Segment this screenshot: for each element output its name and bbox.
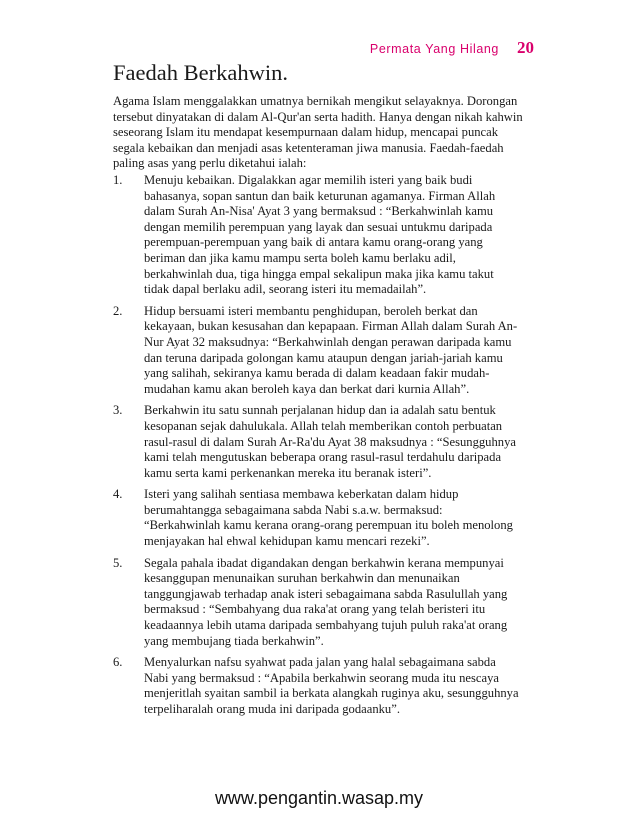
book-series-title: Permata Yang Hilang: [369, 42, 499, 56]
page-number: 20: [517, 38, 534, 57]
list-item-number: 5.: [113, 555, 123, 570]
benefits-list: [113, 173, 525, 724]
section-title: Faedah Berkahwin.: [113, 60, 288, 85]
list-item: [113, 655, 525, 717]
list-item: [113, 173, 525, 298]
page-header: [370, 38, 534, 58]
list-item-text: Menuju kebaikan. Digalakkan agar memilih isteri yang baik budi bahasanya, sopan santun dan baik keturunan agamanya. Firman Allah dalam Surah An-Nisa' Ayat 3 yang bermaksud : “Berkahwinlah kamu dengan memilih perempuan yang layak dan sesuai untukmu daripada perempuan-perempuan yang baik di antara kamu orang-orang yang beriman dan jika kamu mampu serta boleh kamu berlaku adil, berkahwinlah dua, tiga hingga empal sekalipun maka jika kamu takut tidak dapal berlaku adil, seorang isteri itu memadailah”.: [144, 173, 496, 297]
list-item: [113, 487, 525, 549]
list-item-text: Menyalurkan nafsu syahwat pada jalan yang halal sebagaimana sabda Nabi yang bermaksud : “Apabila berkahwin seorang muda itu nescaya menjeritlah syaitan sambil ia berkata alangkah ruginya aku, sesungguhnya terpeliharalah orang muda ini daripada godaanku”.: [144, 655, 519, 716]
list-item-number: 6.: [113, 655, 123, 670]
list-item: [113, 556, 525, 650]
list-item-number: 3.: [113, 403, 123, 418]
list-item-text: Segala pahala ibadat digandakan dengan berkahwin kerana mempunyai kesanggupan menunaikan suruhan berkahwin dan menunaikan tanggungjawab terhadap anak isteri sebagaimana sabda Rasulullah yang bermaksud : “Sembahyang dua raka'at orang yang telah beristeri itu keadaannya lebih utama daripada sembahyang tujuh puluh raka'at orang yang membujang tiada berkahwin”.: [144, 555, 508, 648]
list-item-text: Berkahwin itu satu sunnah perjalanan hidup dan ia adalah satu bentuk kesopanan sejak dahulukala. Allah telah memberikan contoh perbuatan rasul-rasul di dalam Surah Ar-Ra'du Ayat 38 maksudnya : “Sesungguhnya kami telah mengutuskan beberapa orang rasul-rasul terdahulu daripada kamu serta kami perkenankan mereka itu beranak isteri”.: [144, 403, 516, 480]
list-item-number: 2.: [113, 303, 123, 318]
list-item: [113, 304, 525, 398]
intro-paragraph: Agama Islam menggalakkan umatnya bernikah mengikut selayaknya. Dorongan tersebut dinyatakan di dalam Al-Qur'an serta hadith. Hanya dengan nikah kahwin seseorang Islam itu mendapat kesempurnaan dalam hidup, mencapai puncak segala kebaikan dan menjadi asas ketenteraman jiwa manusia. Faedah-faedah paling asas yang perlu diketahui ialah:: [113, 94, 523, 171]
list-item-number: 4.: [113, 487, 123, 502]
footer-website-link[interactable]: www.pengantin.wasap.my: [214, 788, 424, 808]
list-item-text: Hidup bersuami isteri membantu penghidupan, beroleh berkat dan kekayaan, bukan kesusahan dan kepapaan. Firman Allah dalam Surah An-Nur Ayat 32 maksudnya: “Berkahwinlah dengan perawan daripada kamu dan teruna daripada golongan kamu ataupun dengan jariah-jariah kamu yang salihah, sekiranya kamu berada di dalam keadaan fakir mudah-mudahan kamu akan beroleh kaya dan berkat dari kurnia Allah”.: [144, 303, 518, 396]
list-item-text: Isteri yang salihah sentiasa membawa keberkatan dalam hidup berumahtangga sebagaimana sabda Nabi s.a.w. bermaksud: “Berkahwinlah kamu kerana orang-orang perempuan itu boleh menolong menjayakan hal ehwal kehidupan kamu mencari rezeki”.: [144, 487, 513, 549]
list-item-number: 1.: [113, 173, 123, 187]
list-item: [113, 403, 525, 481]
